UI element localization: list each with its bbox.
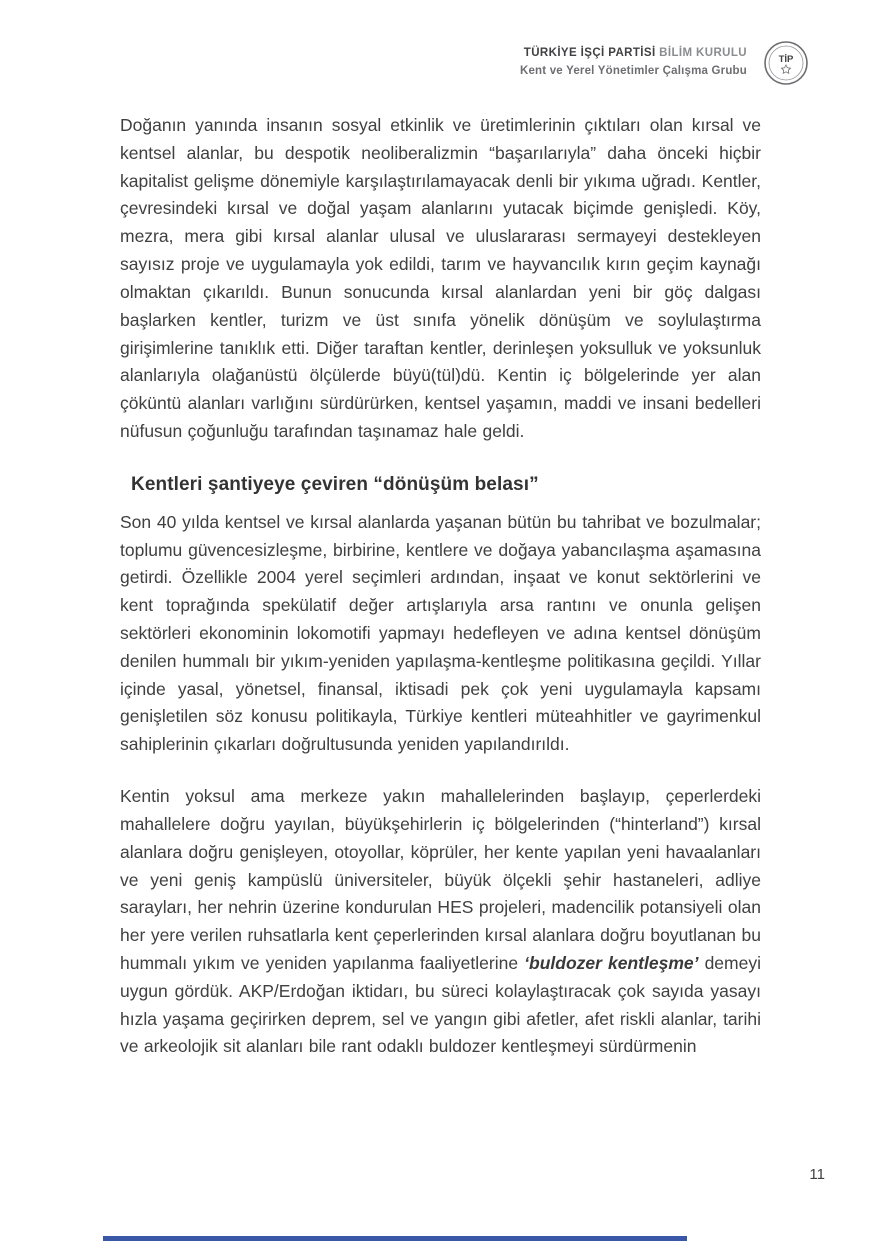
page-number: 11: [809, 1166, 825, 1183]
header-text-block: [520, 45, 747, 81]
buldozer-kentlesme-emphasis: ‘buldozer kentleşme’: [524, 952, 699, 973]
paragraph-3-text-end: demeyi uygun gördük. AKP/Erdoğan iktidarı, bu süreci kolaylaştıracak çok sayıda yasayı hızla yaşama geçirirken deprem, sel ve yangın gibi afetler, afet riskli alanlar, tarihi ve arkeolojik sit alanları bile rant odaklı buldozer kentleşmeyi sürdürmenin: [120, 952, 761, 1057]
header-org-name: TÜRKİYE İŞÇİ PARTİSİ: [523, 47, 656, 60]
tip-logo-icon: [763, 40, 809, 86]
tip-logo-text: TİP: [778, 54, 794, 65]
paragraph-1: Doğanın yanında insanın sosyal etkinlik ve üretimlerinin çıktıları olan kırsal ve kentsel alanlar, bu despotik neoliberalizmin “başarılarıyla” daha önceki hiçbir kapitalist gelişme dönemiyle karşılaştırılamayacak denli bir yıkıma uğradı. Kentler, çevresindeki kırsal ve doğal yaşam alanlarını yutacak biçimde genişledi. Köy, mezra, mera gibi kırsal alanlar ulusal ve uluslararası sermayeyi destekleyen sayısız proje ve uygulamayla yok edildi, tarım ve hayvancılık kırın geçim kaynağı olmaktan çıkarıldı. Bunun sonucunda kırsal alanlardan yeni bir göç dalgası başlarken kentler, turizm ve üst sınıfa yönelik dönüşüm ve soylulaştırma girişimlerine tanıklık etti. Diğer taraftan kentler, derinleşen yoksulluk ve yoksunluk alanlarıyla olağanüstü ölçülerde büyü(tül)dü. Kentin iç bölgelerinde yer alan çöküntü alanları varlığını sürdürürken, kentsel yaşamın, maddi ve insani bedelleri nüfusun çoğunluğu tarafından taşınamaz hale geldi.: [120, 115, 761, 441]
paragraph-2: Son 40 yılda kentsel ve kırsal alanlarda yaşanan bütün bu tahribat ve bozulmalar; toplumu güvencesizleşme, birbirine, kentlere ve doğaya yabancılaşma aşamasına getirdi. Özellikle 2004 yerel seçimleri ardından, inşaat ve konut sektörlerini ve kent toprağında spekülatif değer artışlarıyla arsa rantını ve onunla gelişen sektörleri ekonominin lokomotifi yapmayı hedefleyen ve adına kentsel dönüşüm denilen hummalı bir yıkım-yeniden yapılaşma-kentleşme politikasına geçildi. Yıllar içinde yasal, yönetsel, finansal, iktisadi pek çok yeni uygulamayla kapsamı genişletilen söz konusu politikayla, Türkiye kentleri müteahhitler ve gayrimenkul sahiplerinin çıkarları doğrultusunda yeniden yapılandırıldı.: [120, 511, 761, 755]
next-page-edge-strip: [103, 1236, 687, 1241]
header-subtitle: Kent ve Yerel Yönetimler Çalışma Grubu: [519, 65, 747, 77]
paragraph-3: [120, 783, 761, 1061]
page-header: [520, 40, 809, 86]
tip-logo-svg: [763, 40, 809, 86]
section-heading: Kentleri şantiyeye çeviren “dönüşüm belası”: [131, 473, 539, 495]
page-body: [120, 112, 761, 1085]
header-org-division: BİLİM KURULU: [659, 47, 747, 60]
header-org-line: [520, 45, 747, 63]
paragraph-3-text-start: Kentin yoksul ama merkeze yakın mahallelerinden başlayıp, çeperlerdeki mahallelere doğru yayılan, büyükşehirlerin iç bölgelerinden (“hinterland”) kırsal alanlara doğru genişleyen, otoyollar, köprüler, her kente yapılan yeni havaalanları ve yeni geniş kampüslü üniversiteler, büyük ölçekli şehir hastaneleri, adliye sarayları, her nehrin üzerine kondurulan HES projeleri, madencilik potansiyeli olan her yere verilen ruhsatlarla kent çeperlerinden kırsal alanlara doğru boyutlanan bu hummalı yıkım ve yeniden yapılanma faaliyetlerine: [120, 786, 761, 973]
logo-star-shape: [782, 65, 791, 73]
